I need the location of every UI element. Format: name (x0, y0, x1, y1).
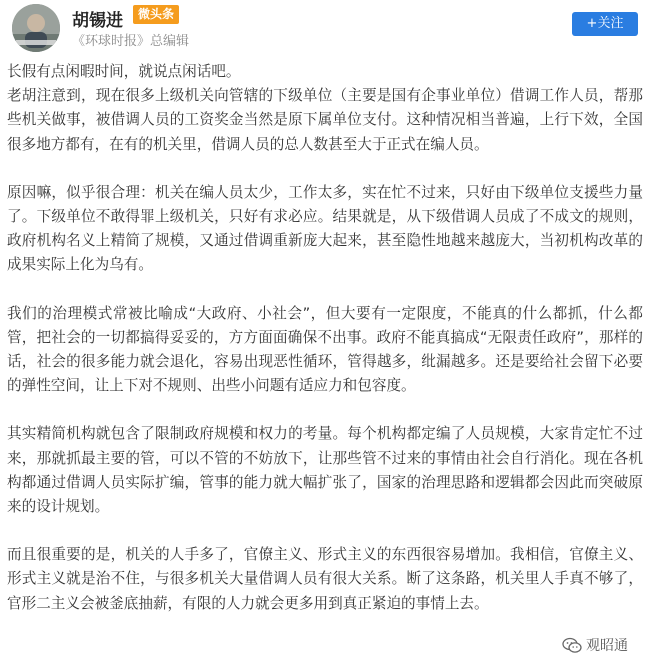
watermark-text: 观昭通 (586, 638, 628, 654)
paragraph-5: 其实精简机构就包含了限制政府规模和权力的考量。每个机构都定编了人员规模，大家肯定忙不过来，那就抓最主要的管，可以不管的不妨放下，让那些管不过来的事情由社会自行消化。现在各机构都通过借调人员实际扩编，管事的能力就大幅扩张了，国家的治理思路和逻辑都会因此而突破原来的设计规划。 (7, 425, 643, 516)
author-name[interactable]: 胡锡进 (72, 11, 123, 31)
author-title: 《环球时报》总编辑 (72, 34, 190, 49)
paragraph-1: 长假有点闲暇时间，就说点闲话吧。 (7, 63, 241, 80)
paragraph-4: 我们的治理模式常被比喻成“大政府、小社会”，但大要有一定限度，不能真的什么都抓，什么都管，把社会的一切都搞得妥妥的，方方面面确保不出事。政府不能真搞成“无限责任政府”，那样的话，社会的很多能力就会退化，容易出现恶性循环，管得越多，纰漏越多。还是要给社会留下必要的弹性空间，让上下对不规则、出些小问题有适应力和包容度。 (7, 304, 643, 395)
author-avatar[interactable] (12, 4, 60, 52)
wechat-icon (562, 637, 582, 654)
weitoutiao-badge: 微头条 (133, 5, 179, 24)
paragraph-3: 原因嘛，似乎很合理：机关在编人员太少，工作太多，实在忙不过来，只好由下级单位支援些力量了。下级单位不敢得罪上级机关，只好有求必应。结果就是，从下级借调人员成了不成文的规则，政府机构名义上精简了规模，又通过借调重新庞大起来，甚至隐性地越来越庞大，当初机构改革的成果实际上化为乌有。 (7, 183, 643, 274)
avatar-photo (12, 4, 60, 52)
article-header (0, 0, 650, 58)
paragraph-6: 而且很重要的是，机关的人手多了，官僚主义、形式主义的东西很容易增加。我相信，官僚主义、形式主义就是治不住，与很多机关大量借调人员有很大关系。断了这条路，机关里人手真不够了，官形二主义会被釜底抽薪，有限的人力就会更多用到真正紧迫的事情上去。 (7, 546, 643, 612)
follow-button[interactable]: +关注 (572, 12, 638, 36)
watermark (560, 635, 630, 655)
article-body (7, 60, 643, 616)
paragraph-2: 老胡注意到，现在很多上级机关向管辖的下级单位（主要是国有企事业单位）借调工作人员，帮那些机关做事，被借调人员的工资奖金当然是原下属单位支付。这种情况相当普遍，上行下效，全国很多地方都有，在有的机关里，借调人员的总人数甚至大于正式在编人员。 (7, 87, 643, 153)
